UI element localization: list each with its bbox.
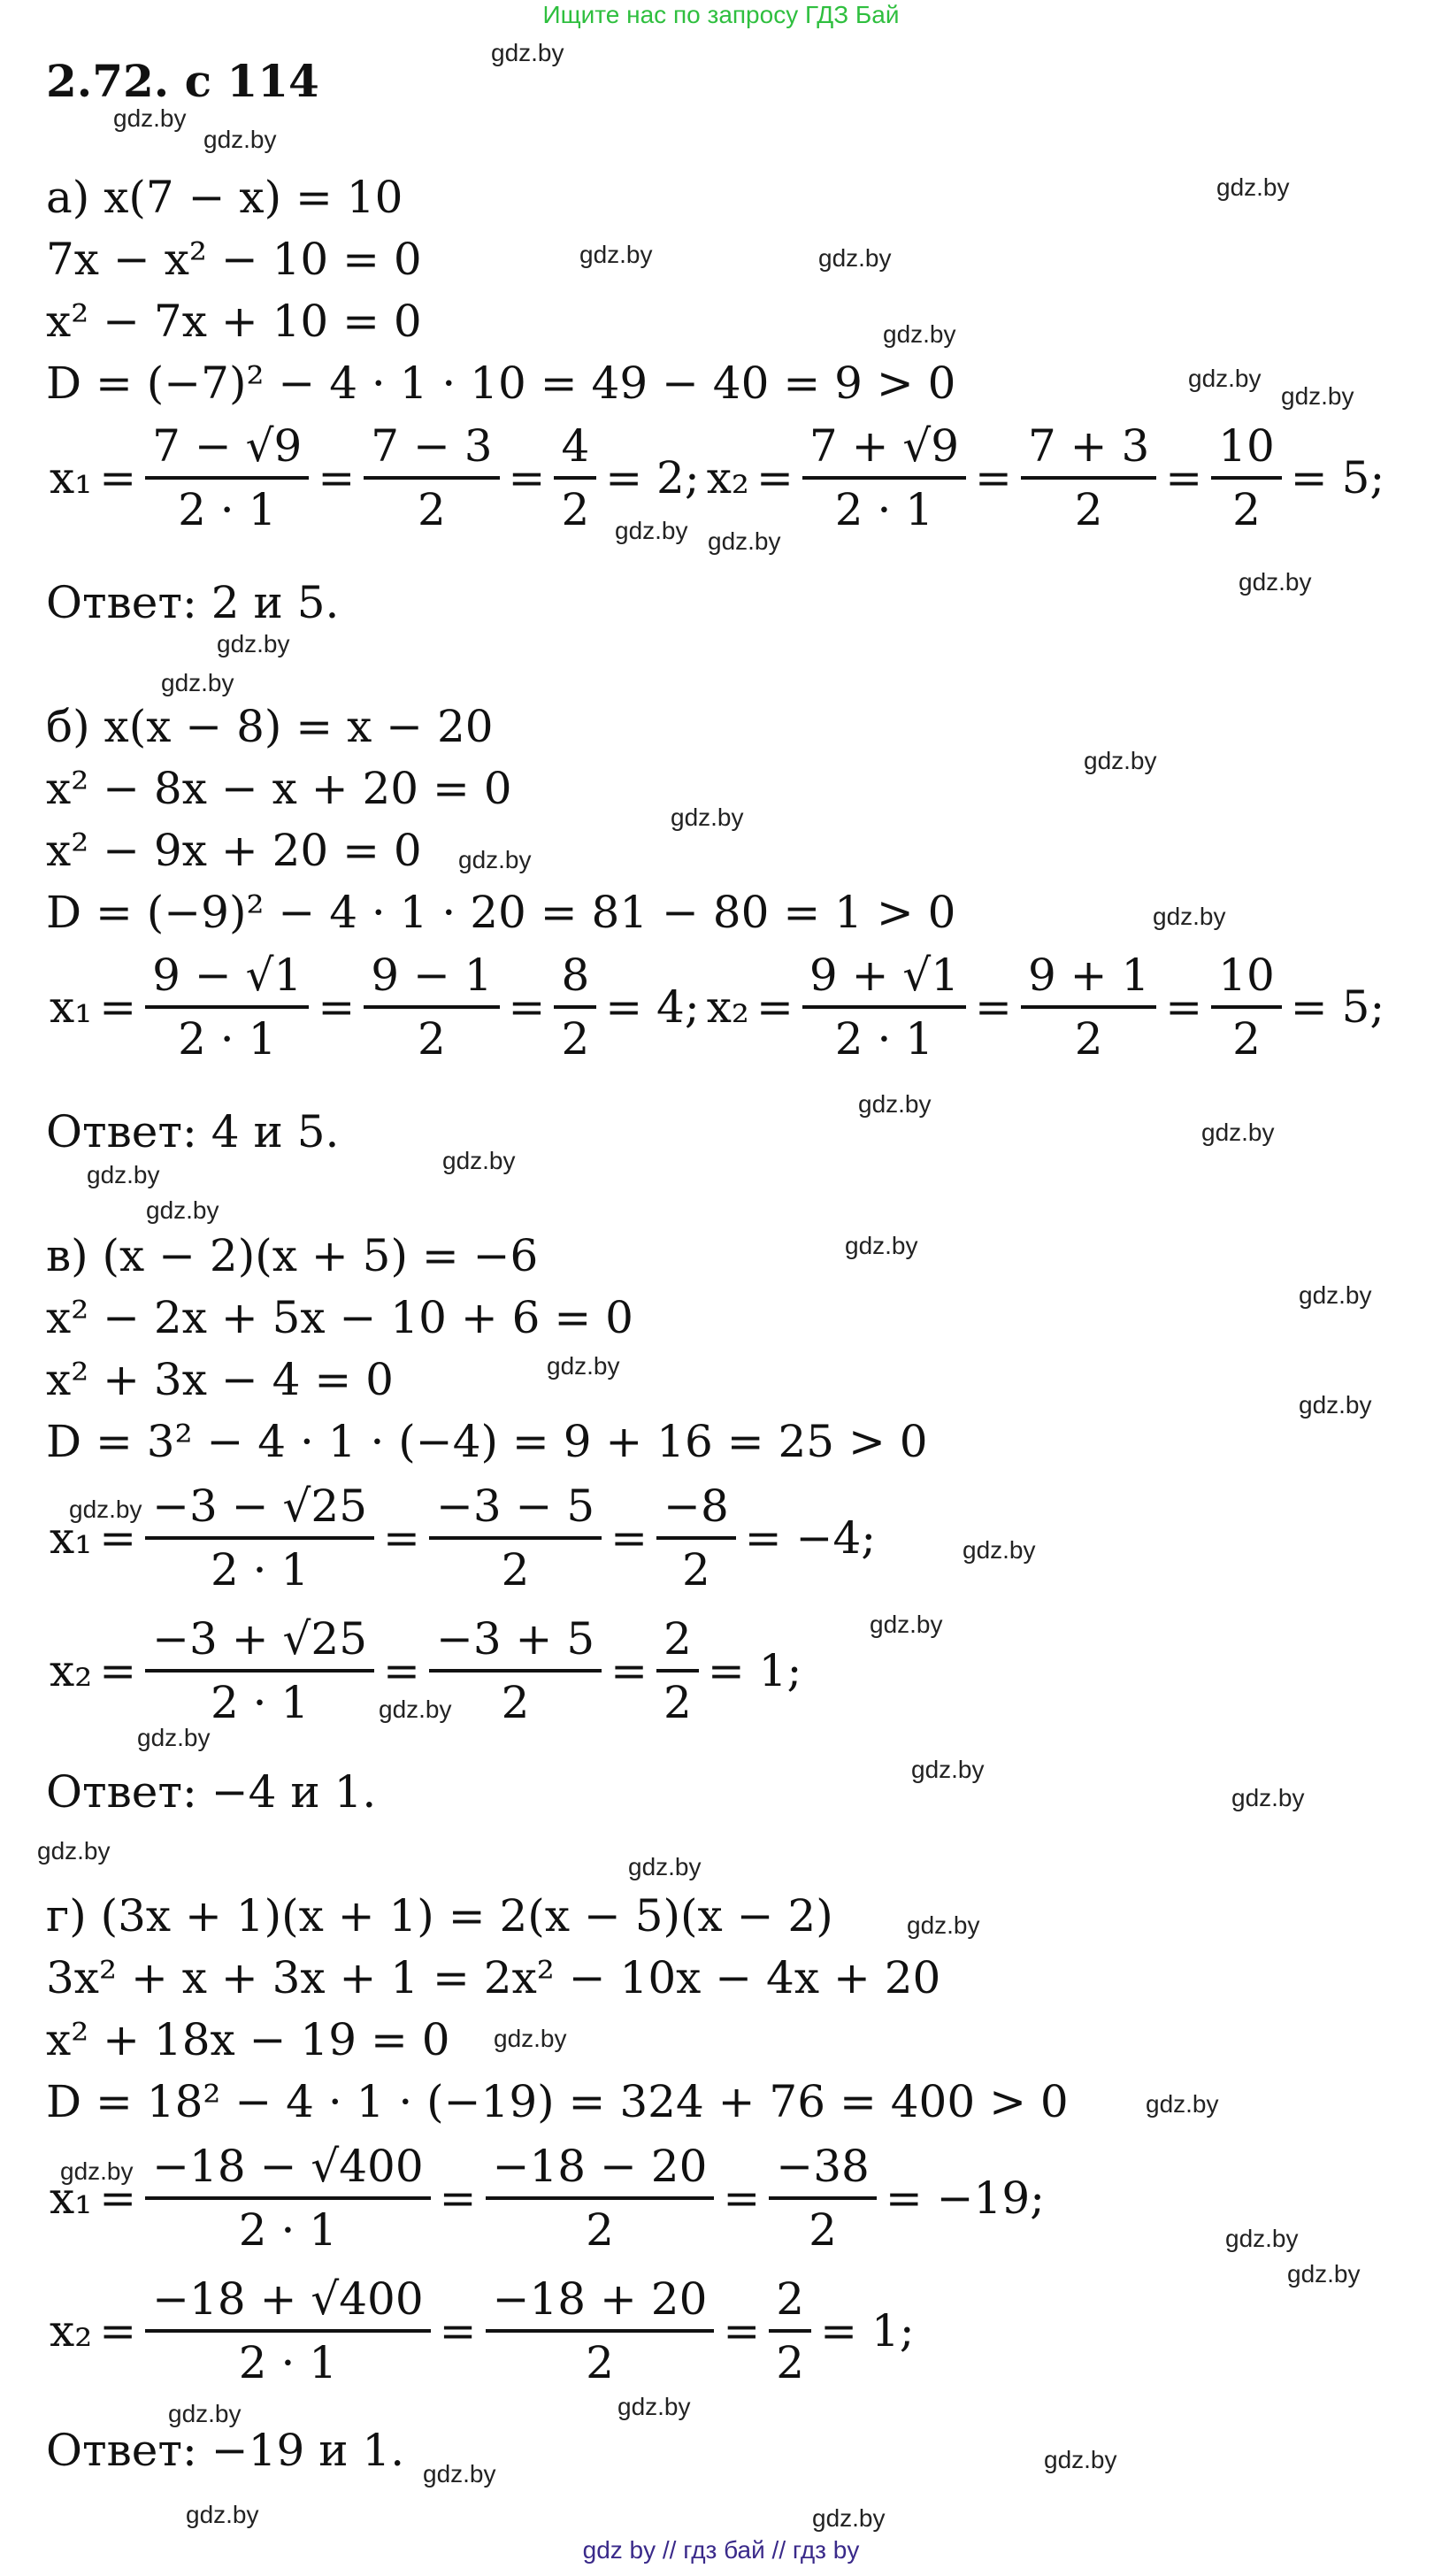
fraction: $\frac{7 - 3}{2}$ [364, 416, 499, 540]
part-g-line-1: г) (3x + 1)(x + 1) = 2(x − 5)(x − 2) [46, 1890, 833, 1942]
watermark: gdz.by [69, 1496, 142, 1523]
watermark: gdz.by [146, 1196, 219, 1224]
fraction: $\frac{9 + √1}{2 \cdot 1}$ [802, 945, 966, 1069]
watermark: gdz.by [1044, 2446, 1117, 2473]
fraction: $\frac{-3 + √25}{2 \cdot 1}$ [145, 1609, 374, 1733]
part-v-line-4: D = 3² − 4 · 1 · (−4) = 9 + 16 = 25 > 0 [46, 1416, 928, 1467]
watermark: gdz.by [708, 527, 781, 555]
watermark: gdz.by [458, 846, 532, 873]
part-b-line-4: D = (−9)² − 4 · 1 · 20 = 81 − 80 = 1 > 0 [46, 887, 956, 938]
part-b-line-2: x² − 8x − x + 20 = 0 [46, 763, 512, 814]
fraction: $\frac{-38}{2}$ [769, 2136, 877, 2260]
watermark: gdz.by [113, 104, 187, 132]
watermark: gdz.by [579, 241, 653, 268]
part-a-roots: x₁ = $\frac{7 - √9}{2 \cdot 1}$ = $\frac{7 - 3}{2}$ = $\frac{4}{2}$ = 2; x₂ = $\frac{7 + √9}{2 \cdot 1}$ = $\frac{7 + 3}{2}$ = $\frac{10}{2}$ = 5; [46, 416, 1388, 540]
root-1-label: x₁ [50, 2172, 93, 2224]
watermark: gdz.by [963, 1536, 1036, 1564]
watermark: gdz.by [1188, 365, 1262, 392]
fraction: $\frac{7 - √9}{2 \cdot 1}$ [145, 416, 309, 540]
fraction: $\frac{-18 + 20}{2}$ [486, 2269, 715, 2393]
watermark: gdz.by [491, 39, 564, 66]
part-v-line-1: в) (x − 2)(x + 5) = −6 [46, 1230, 539, 1281]
watermark: gdz.by [137, 1724, 211, 1751]
root-1-label: x₁ [50, 1512, 93, 1564]
fraction: $\frac{-18 + √400}{2 \cdot 1}$ [145, 2269, 431, 2393]
fraction: $\frac{10}{2}$ [1211, 416, 1282, 540]
watermark: gdz.by [1146, 2090, 1219, 2118]
part-v-line-3: x² + 3x − 4 = 0 [46, 1354, 394, 1405]
watermark: gdz.by [203, 126, 277, 153]
watermark: gdz.by [494, 2025, 567, 2052]
part-v-root-1: x₁ = $\frac{-3 - √25}{2 \cdot 1}$ = $\frac{-3 - 5}{2}$ = $\frac{-8}{2}$ = −4; [46, 1476, 879, 1600]
watermark: gdz.by [1201, 1119, 1275, 1146]
footer-links[interactable]: gdz by // гдз бай // гдз by [582, 2536, 860, 2564]
part-a-line-3: x² − 7x + 10 = 0 [46, 296, 422, 347]
watermark: gdz.by [818, 244, 892, 272]
fraction: $\frac{9 - √1}{2 \cdot 1}$ [145, 945, 309, 1069]
part-a-line-4: D = (−7)² − 4 · 1 · 10 = 49 − 40 = 9 > 0 [46, 358, 956, 409]
watermark: gdz.by [37, 1837, 111, 1865]
fraction: $\frac{2}{2}$ [769, 2269, 811, 2393]
fraction: $\frac{2}{2}$ [656, 1609, 699, 1733]
watermark: gdz.by [1281, 382, 1354, 410]
part-a-line-2: 7x − x² − 10 = 0 [46, 234, 422, 285]
part-a-line-1: а) x(7 − x) = 10 [46, 172, 403, 223]
watermark: gdz.by [547, 1352, 620, 1380]
watermark: gdz.by [1231, 1784, 1305, 1811]
watermark: gdz.by [911, 1756, 985, 1783]
watermark: gdz.by [1299, 1281, 1372, 1309]
watermark: gdz.by [1225, 2225, 1299, 2252]
search-banner[interactable]: Ищите нас по запросу ГДЗ Бай [542, 1, 900, 28]
fraction: $\frac{8}{2}$ [554, 945, 596, 1069]
part-b-roots: x₁ = $\frac{9 - √1}{2 \cdot 1}$ = $\frac{9 - 1}{2}$ = $\frac{8}{2}$ = 4; x₂ = $\frac{9 + √1}{2 \cdot 1}$ = $\frac{9 + 1}{2}$ = $\frac{10}{2}$ = 5; [46, 945, 1388, 1069]
part-v-line-2: x² − 2x + 5x − 10 + 6 = 0 [46, 1292, 633, 1343]
watermark: gdz.by [671, 804, 744, 831]
watermark: gdz.by [379, 1696, 452, 1723]
watermark: gdz.by [1239, 568, 1312, 596]
part-g-line-3: x² + 18x − 19 = 0 [46, 2014, 450, 2065]
part-g-root-2: x₂ = $\frac{-18 + √400}{2 \cdot 1}$ = $\frac{-18 + 20}{2}$ = $\frac{2}{2}$ = 1; [46, 2269, 918, 2393]
fraction: $\frac{9 - 1}{2}$ [364, 945, 499, 1069]
part-b-line-1: б) x(x − 8) = x − 20 [46, 701, 494, 752]
fraction: $\frac{7 + √9}{2 \cdot 1}$ [802, 416, 966, 540]
watermark: gdz.by [1287, 2260, 1361, 2288]
root-2-label: x₂ [50, 2305, 93, 2357]
root-2-label: x₂ [50, 1645, 93, 1696]
root-2-label: x₂ [706, 452, 749, 504]
part-g-line-4: D = 18² − 4 · 1 · (−19) = 324 + 76 = 400 > 0 [46, 2076, 1069, 2127]
watermark: gdz.by [168, 2400, 242, 2427]
fraction: $\frac{-3 - √25}{2 \cdot 1}$ [145, 1476, 374, 1600]
watermark: gdz.by [60, 2157, 134, 2185]
watermark: gdz.by [1216, 173, 1290, 201]
part-g-root-1: x₁ = $\frac{-18 - √400}{2 \cdot 1}$ = $\frac{-18 - 20}{2}$ = $\frac{-38}{2}$ = −19; [46, 2136, 1048, 2260]
watermark: gdz.by [186, 2501, 259, 2528]
watermark: gdz.by [858, 1090, 932, 1118]
watermark: gdz.by [87, 1161, 160, 1188]
watermark: gdz.by [883, 320, 956, 348]
watermark: gdz.by [907, 1911, 980, 1939]
watermark: gdz.by [870, 1611, 943, 1638]
part-g-answer: Ответ: −19 и 1. [46, 2425, 405, 2476]
watermark: gdz.by [1299, 1391, 1372, 1419]
page-title: 2.72. с 114 [46, 55, 319, 107]
part-v-root-2: x₂ = $\frac{-3 + √25}{2 \cdot 1}$ = $\frac{-3 + 5}{2}$ = $\frac{2}{2}$ = 1; [46, 1609, 805, 1733]
fraction: $\frac{-3 + 5}{2}$ [429, 1609, 602, 1733]
watermark: gdz.by [615, 517, 688, 544]
fraction: $\frac{7 + 3}{2}$ [1021, 416, 1156, 540]
watermark: gdz.by [628, 1853, 702, 1880]
watermark: gdz.by [217, 630, 290, 657]
watermark: gdz.by [423, 2460, 496, 2488]
watermark: gdz.by [1153, 903, 1226, 930]
watermark: gdz.by [161, 669, 234, 696]
watermark: gdz.by [442, 1147, 516, 1174]
fraction: $\frac{-18 - √400}{2 \cdot 1}$ [145, 2136, 431, 2260]
part-a-answer: Ответ: 2 и 5. [46, 577, 340, 628]
watermark: gdz.by [617, 2393, 691, 2420]
root-2-label: x₂ [706, 981, 749, 1033]
part-v-answer: Ответ: −4 и 1. [46, 1766, 377, 1818]
fraction: $\frac{4}{2}$ [554, 416, 596, 540]
root-1-label: x₁ [50, 452, 93, 504]
fraction: $\frac{10}{2}$ [1211, 945, 1282, 1069]
watermark: gdz.by [845, 1232, 918, 1259]
part-b-answer: Ответ: 4 и 5. [46, 1106, 340, 1157]
part-b-line-3: x² − 9x + 20 = 0 [46, 825, 422, 876]
fraction: $\frac{9 + 1}{2}$ [1021, 945, 1156, 1069]
part-g-line-2: 3x² + x + 3x + 1 = 2x² − 10x − 4x + 20 [46, 1952, 941, 2003]
fraction: $\frac{-3 - 5}{2}$ [429, 1476, 602, 1600]
watermark: gdz.by [812, 2504, 886, 2532]
watermark: gdz.by [1084, 747, 1157, 774]
root-1-label: x₁ [50, 981, 93, 1033]
fraction: $\frac{-18 - 20}{2}$ [486, 2136, 715, 2260]
fraction: $\frac{-8}{2}$ [656, 1476, 736, 1600]
